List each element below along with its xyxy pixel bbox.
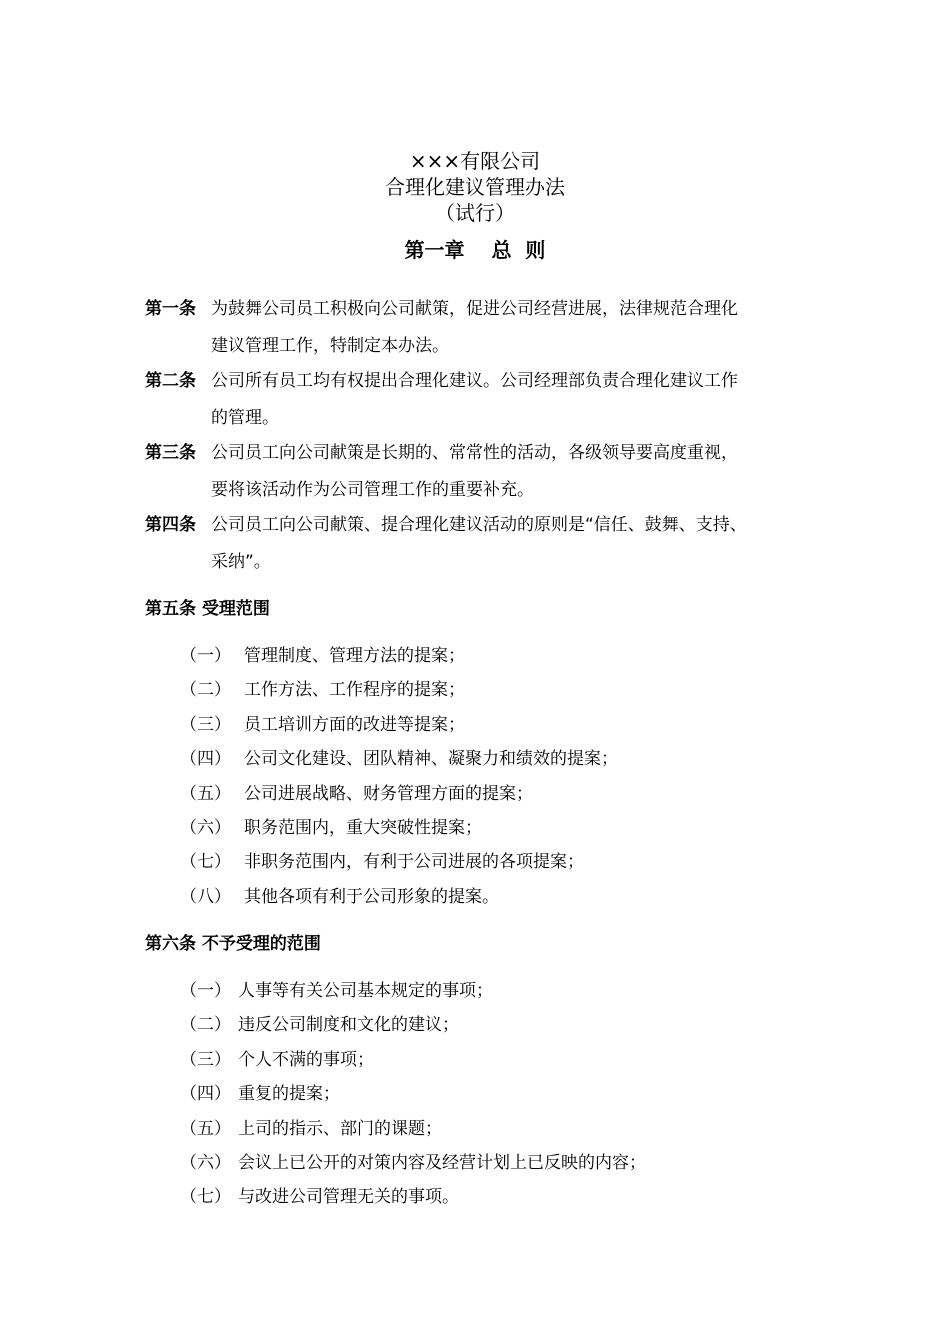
item-text: 其他各项有利于公司形象的提案。 <box>244 886 499 907</box>
list-item <box>180 781 618 815</box>
item-text: 与改进公司管理无关的事项。 <box>238 1187 459 1208</box>
item-text: 上司的指示、部门的课题； <box>238 1118 442 1139</box>
document-title: 合理化建议管理办法 <box>385 175 565 199</box>
item-number: （四） <box>180 1084 231 1105</box>
item-number: （五） <box>180 783 231 804</box>
article-text-continued: 建议管理工作，特制定本办法。 <box>211 336 449 356</box>
article-3 <box>145 435 738 509</box>
chapter-heading: 第一章 总 则 <box>404 238 546 262</box>
list-item <box>180 1012 646 1046</box>
item-text: 管理制度、管理方法的提案； <box>244 646 465 666</box>
item-text: 工作方法、工作程序的提案； <box>244 680 465 701</box>
document-title-block <box>0 148 950 226</box>
article-1 <box>145 291 738 365</box>
item-number: （五） <box>180 1118 231 1139</box>
article-text-continued: 要将该活动作为公司管理工作的重要补充。 <box>211 480 534 500</box>
article-label: 第三条 <box>145 443 196 463</box>
list-item <box>180 1081 646 1115</box>
article-label: 第五条 <box>145 599 196 619</box>
company-name: ×××有限公司 <box>409 149 541 173</box>
article-text: 公司员工向公司献策、提合理化建议活动的原则是“信任、鼓舞、支持、 <box>211 515 747 535</box>
item-text: 非职务范围内，有利于公司进展的各项提案； <box>244 852 584 873</box>
list-item <box>180 815 618 849</box>
list-item <box>180 1116 646 1150</box>
article-label: 第六条 <box>145 934 196 954</box>
list-item <box>180 1047 646 1081</box>
item-number: （三） <box>180 714 231 735</box>
list-item <box>180 712 618 746</box>
section-title: 不予受理的范围 <box>201 934 321 954</box>
item-text: 重复的提案； <box>238 1084 340 1105</box>
list-item <box>180 978 646 1012</box>
article-5-heading <box>145 596 270 622</box>
item-number: （六） <box>180 1152 231 1173</box>
item-number: （七） <box>180 1187 231 1208</box>
rejected-scope-list <box>180 978 646 1219</box>
item-number: （二） <box>180 680 231 701</box>
item-text: 人事等有关公司基本规定的事项； <box>238 981 493 1001</box>
article-text: 为鼓舞公司员工积极向公司献策，促进公司经营进展，法律规范合理化 <box>211 299 738 319</box>
item-number: （二） <box>180 1015 231 1036</box>
article-2 <box>145 363 738 437</box>
item-number: （一） <box>180 646 231 666</box>
item-text: 会议上已公开的对策内容及经营计划上已反映的内容； <box>238 1152 646 1173</box>
item-text: 违反公司制度和文化的建议； <box>238 1015 459 1036</box>
article-6-heading <box>145 931 321 957</box>
article-label: 第四条 <box>145 515 196 535</box>
item-text: 职务范围内，重大突破性提案； <box>244 817 482 838</box>
item-number: （三） <box>180 1049 231 1070</box>
list-item <box>180 643 618 677</box>
item-number: （六） <box>180 817 231 838</box>
item-number: （七） <box>180 852 231 873</box>
item-text: 公司进展战略、财务管理方面的提案； <box>244 783 533 804</box>
item-number: （一） <box>180 981 231 1001</box>
list-item <box>180 1150 646 1184</box>
article-label: 第一条 <box>145 299 196 319</box>
article-text-continued: 的管理。 <box>211 408 279 428</box>
list-item <box>180 849 618 883</box>
list-item <box>180 1184 646 1218</box>
item-text: 个人不满的事项； <box>238 1049 374 1070</box>
article-text-continued: 采纳”。 <box>211 552 271 572</box>
item-number: （四） <box>180 749 231 770</box>
article-label: 第二条 <box>145 371 196 391</box>
list-item <box>180 884 618 918</box>
article-4 <box>145 507 747 581</box>
item-number: （八） <box>180 886 231 907</box>
article-text: 公司员工向公司献策是长期的、常常性的活动，各级领导要高度重视， <box>211 443 738 463</box>
document-subtitle: （试行） <box>435 201 515 225</box>
item-text: 员工培训方面的改进等提案； <box>244 714 465 735</box>
item-text: 公司文化建设、团队精神、凝聚力和绩效的提案； <box>244 749 618 770</box>
list-item <box>180 677 618 711</box>
accepted-scope-list <box>180 643 618 918</box>
section-title: 受理范围 <box>201 599 270 619</box>
article-text: 公司所有员工均有权提出合理化建议。公司经理部负责合理化建议工作 <box>211 371 738 391</box>
list-item <box>180 746 618 780</box>
